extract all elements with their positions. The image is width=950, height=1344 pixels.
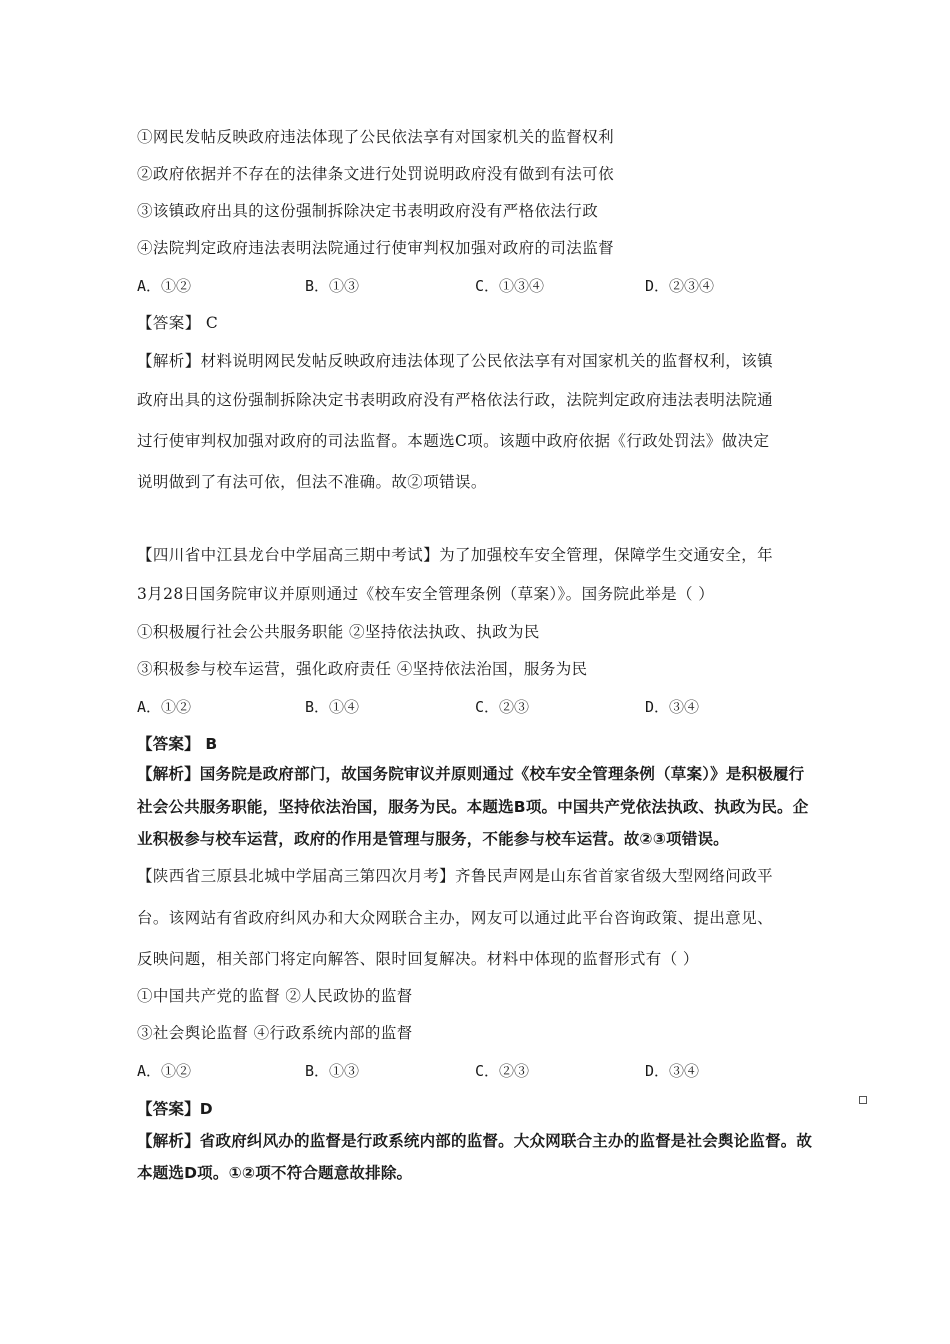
q3-option-b: B．①③: [305, 1062, 360, 1080]
q3-option-a: A．①②: [137, 1062, 192, 1080]
q2-answer: 【答案】 B: [137, 735, 218, 753]
q3-option-c: C．②③: [475, 1062, 530, 1080]
q2-statements-line-1: ①积极履行社会公共服务职能 ②坚持依法执政、执政为民: [137, 623, 540, 641]
q1-statement-3: ③该镇政府出具的这份强制拆除决定书表明政府没有严格依法行政: [137, 202, 599, 220]
q1-answer: 【答案】 C: [137, 314, 219, 332]
q3-stem-line-2: 台。该网站有省政府纠风办和大众网联合主办，网友可以通过此平台咨询政策、提出意见、: [137, 909, 774, 927]
q2-statements-line-2: ③积极参与校车运营，强化政府责任 ④坚持依法治国，服务为民: [137, 660, 588, 678]
q3-option-d: D．③④: [645, 1062, 700, 1080]
q2-option-c: C．②③: [475, 698, 530, 716]
q3-statements-line-1: ①中国共产党的监督 ②人民政协的监督: [137, 987, 413, 1005]
q1-option-a: A．①②: [137, 277, 192, 295]
q3-stem-line-1: 【陕西省三原县北城中学届高三第四次月考】齐鲁民声网是山东省首家省级大型网络问政平: [137, 867, 774, 885]
q3-answer: 【答案】D: [137, 1100, 213, 1118]
q1-analysis-line-4: 说明做到了有法可依，但法不准确。故②项错误。: [137, 473, 487, 491]
q1-option-b: B．①③: [305, 277, 360, 295]
q3-analysis-line-2: 本题选D项。①②项不符合题意故排除。: [137, 1164, 413, 1182]
q2-analysis-line-2: 社会公共服务职能，坚持依法治国，服务为民。本题选B项。中国共产党依法执政、执政为民。企: [137, 798, 809, 816]
q3-options: [137, 1061, 857, 1081]
q2-analysis-line-3: 业积极参与校车运营，政府的作用是管理与服务，不能参与校车运营。故②③项错误。: [137, 830, 729, 848]
q1-option-d: D．②③④: [645, 277, 715, 295]
q1-analysis-line-2: 政府出具的这份强制拆除决定书表明政府没有严格依法行政，法院判定政府违法表明法院通: [137, 391, 774, 409]
small-square-mark: [859, 1096, 867, 1104]
q2-options: [137, 697, 857, 717]
q1-analysis-line-3: 过行使审判权加强对政府的司法监督。本题选C项。该题中政府依据《行政处罚法》做决定: [137, 432, 770, 450]
q1-option-c: C．①③④: [475, 277, 545, 295]
q2-analysis-line-1: 【解析】国务院是政府部门，故国务院审议并原则通过《校车安全管理条例（草案）》是积极履行: [137, 765, 805, 783]
q3-analysis-line-1: 【解析】省政府纠风办的监督是行政系统内部的监督。大众网联合主办的监督是社会舆论监督。故: [137, 1132, 813, 1150]
q1-statement-2: ②政府依据并不存在的法律条文进行处罚说明政府没有做到有法可依: [137, 165, 615, 183]
q2-option-b: B．①④: [305, 698, 360, 716]
q1-statement-4: ④法院判定政府违法表明法院通过行使审判权加强对政府的司法监督: [137, 239, 615, 257]
q2-stem-line-1: 【四川省中江县龙台中学届高三期中考试】为了加强校车安全管理，保障学生交通安全，年: [137, 546, 774, 564]
q1-analysis-line-1: 【解析】材料说明网民发帖反映政府违法体现了公民依法享有对国家机关的监督权利，该镇: [137, 352, 774, 370]
q2-stem-line-2: 3月28日国务院审议并原则通过《校车安全管理条例（草案）》。国务院此举是（ ）: [137, 585, 715, 603]
q1-options: [137, 276, 857, 296]
q3-statements-line-2: ③社会舆论监督 ④行政系统内部的监督: [137, 1024, 413, 1042]
q2-option-d: D．③④: [645, 698, 700, 716]
q3-stem-line-3: 反映问题，相关部门将定向解答、限时回复解决。材料中体现的监督形式有（ ）: [137, 950, 699, 968]
q1-statement-1: ①网民发帖反映政府违法体现了公民依法享有对国家机关的监督权利: [137, 128, 615, 146]
q2-option-a: A．①②: [137, 698, 192, 716]
